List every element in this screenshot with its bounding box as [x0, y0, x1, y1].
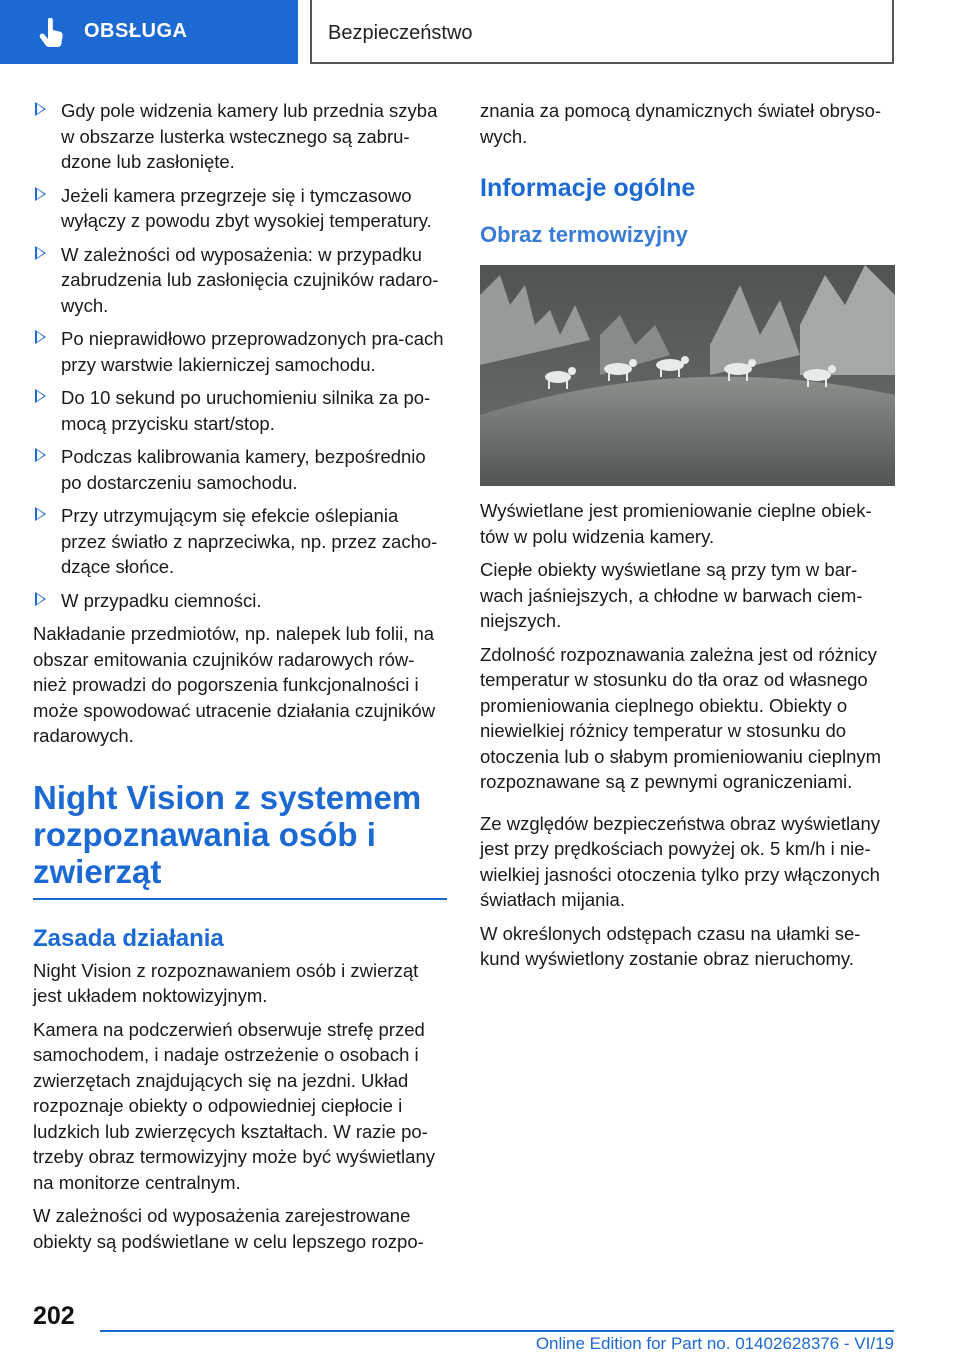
thermal-paragraph-5: W określonych odstępach czasu na ułamki se-kund wyświetlony zostanie obraz nieruchomy. — [480, 922, 861, 969]
general-info-heading: Informacje ogólne — [480, 174, 696, 202]
triangle-bullet-icon — [35, 448, 46, 462]
left-column — [33, 98, 447, 1262]
principle-paragraph-3: W zależności od wyposażenia zarejestrowane obiekty są podświetlane w celu lepszego rozpo- — [33, 1205, 424, 1252]
thermal-image-heading: Obraz termowizyjny — [480, 222, 688, 247]
list-item: Przy utrzymującym się efekcie oślepiania przez światło z naprzeciwka, np. przez zacho-dzące słońce. — [33, 503, 447, 580]
triangle-bullet-icon — [35, 102, 46, 116]
principle-heading: Zasada działania — [33, 924, 224, 952]
list-item: Do 10 sekund po uruchomieniu silnika za po-mocą przycisku start/stop. — [33, 385, 447, 436]
list-item: W zależności od wyposażenia: w przypadku zabrudzenia lub zasłonięcia czujników radaro-wych. — [33, 242, 447, 319]
continuation-paragraph: znania za pomocą dynamicznych świateł obryso-wych. — [480, 100, 882, 147]
hand-pointer-icon — [38, 18, 66, 48]
list-item: Gdy pole widzenia kamery lub przednia szyba w obszarze lusterka wstecznego są zabru-dzone lub zasłonięte. — [33, 98, 447, 175]
chapter-header — [310, 0, 894, 64]
triangle-bullet-icon — [35, 592, 46, 606]
radar-paragraph: Nakładanie przedmiotów, np. nalepek lub folii, na obszar emitowania czujników radarowych rów-nież prowadzi do pogorszenia funkcjonalności i może spowodować utracenie działania czujników radarowych. — [33, 623, 436, 746]
section-tab-label: OBSŁUGA — [84, 20, 188, 42]
thermal-paragraph-4: Ze względów bezpieczeństwa obraz wyświetlany jest przy prędkościach powyżej ok. 5 km/h i nie-wielkiej jasności otoczenia tylko przy włączonych światłach mijania. — [480, 812, 880, 910]
triangle-bullet-icon — [35, 187, 46, 201]
chapter-title: Bezpieczeństwo — [328, 22, 473, 44]
thermal-paragraph-1: Wyświetlane jest promieniowanie cieplne obiek-tów w polu widzenia kamery. — [480, 500, 872, 547]
list-item: W przypadku ciemności. — [33, 588, 447, 614]
thermal-paragraph-2: Ciepłe obiekty wyświetlane są przy tym w bar-wach jaśniejszych, a chłodne w barwach ciem-niejszych. — [480, 559, 863, 631]
list-item: Jeżeli kamera przegrzeje się i tymczasowo wyłączy z powodu zbyt wysokiej temperatury. — [33, 183, 447, 234]
list-item: Po nieprawidłowo przeprowadzonych pra-cach przy warstwie lakierniczej samochodu. — [33, 326, 447, 377]
section-tab[interactable] — [0, 0, 298, 64]
triangle-bullet-icon — [35, 389, 46, 403]
triangle-bullet-icon — [35, 246, 46, 260]
principle-paragraph-1: Night Vision z rozpoznawaniem osób i zwierząt jest układem noktowizyjnym. — [33, 959, 419, 1006]
triangle-bullet-icon — [35, 507, 46, 521]
triangle-bullet-icon — [35, 330, 46, 344]
limitations-list — [33, 98, 447, 613]
right-column — [480, 98, 898, 980]
footer-divider — [100, 1330, 894, 1332]
night-vision-heading: Night Vision z systemem rozpoznawania osób i zwierząt — [33, 779, 447, 900]
edition-note: Online Edition for Part no. 01402628376 - VI/19 — [535, 1334, 894, 1353]
thermal-paragraph-3: Zdolność rozpoznawania zależna jest od różnicy temperatur w stosunku do tła oraz od własnego promieniowania cieplnego obiektu. Obiekty o niewielkiej różnicy temperatur w stosunku do otoczenia lub o słabym promieniowaniu cieplnym rozpoznawane są z pewnymi ograniczeniami. — [480, 643, 882, 792]
list-item: Podczas kalibrowania kamery, bezpośrednio po dostarczeniu samochodu. — [33, 444, 447, 495]
thermal-image-illustration — [480, 265, 895, 486]
page-number: 202 — [33, 1302, 75, 1330]
principle-paragraph-2: Kamera na podczerwień obserwuje strefę przed samochodem, i nadaje ostrzeżenie o osobach i zwierzętach znajdujących się na jezdni. Układ rozpoznaje obiekty o odpowiedniej ciepłocie i ludzkich lub zwierzęcych kształtach. W razie po-trzeby obraz termowizyjny może być wyświetlany na monitorze centralnym. — [33, 1018, 435, 1193]
